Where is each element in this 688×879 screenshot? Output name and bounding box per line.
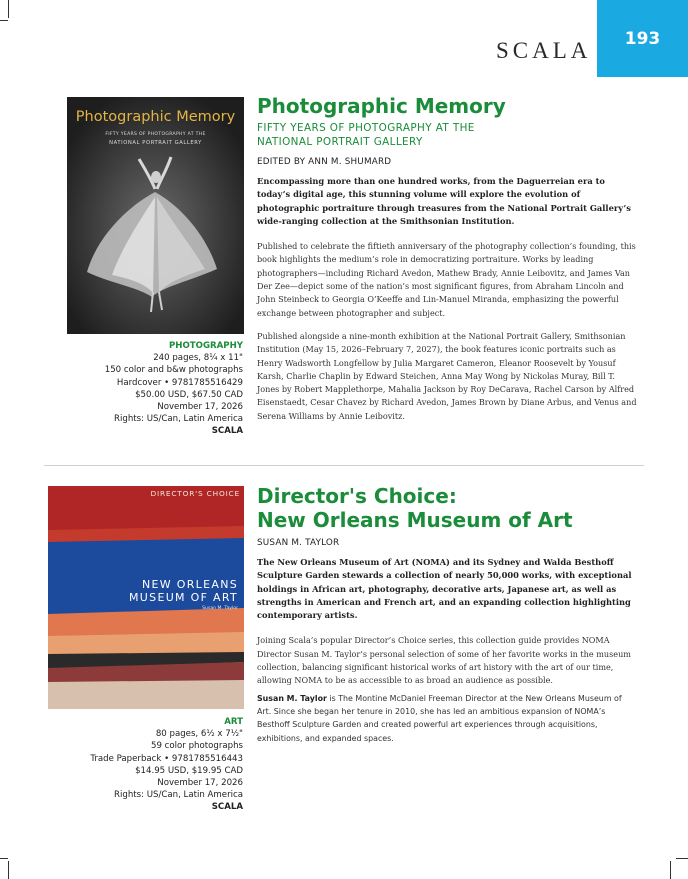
crop-mark [8, 861, 9, 879]
book-detail-line: November 17, 2026 [157, 778, 243, 789]
book-detail-line: Trade Paperback • 9781785516443 [90, 753, 243, 764]
book-lead: Encompassing more than one hundred works, from the Daguerreian era to today’s digital age, this stunning volume will explore the evolution of photographic portraiture through treasures from the National Portrait Gallery’s wide-ranging collection at the Smithsonian Institution. [257, 176, 631, 226]
book-author: EDITED BY ANN M. SHUMARD [257, 157, 392, 167]
book-detail-line: 240 pages, 8¼ x 11" [153, 353, 243, 364]
crop-mark [8, 0, 9, 18]
author-bio-text: is The Montine McDaniel Freeman Director at the New Orleans Museum of Art. Since she began her tenure in 2010, she has led an ambitious expansion of NOMA’s Besthoff Sculpture Garden and created powerful art experiences through acquisitions, exhibitions, and expanded spaces. [257, 693, 622, 743]
book-lead: The New Orleans Museum of Art (NOMA) and its Sydney and Walda Besthoff Sculpture Garden stewards a collection of nearly 50,000 works, with exceptional holdings in African art, photography, decorative arts, Japanese art, as well as strengths in American and French art, and an expanding collection highlighting contemporary artists. [257, 557, 632, 621]
book-detail-line: November 17, 2026 [157, 402, 243, 413]
book-paragraph: Published alongside a nine-month exhibition at the National Portrait Gallery, Smithsonian Institution (May 15, 2026–February 7, 2027), the book features iconic portraits such as Henry Wadsworth Longfellow by Julia Margaret Cameron, Eleanor Roosevelt by Yousuf Karsh, Charlie Chaplin by Edward Steichen, Anna May Wong by Nickolas Muray, Bill T. Jones by Robert Mapplethorpe, Mahalia Jackson by Roy DeCarava, Rachel Carson by Alfred Eisenstaedt, Cesar Chavez by Richard Avedon, James Brown by Diane Arbus, and Venus and Serena Williams by Annie Leibovitz. [257, 330, 637, 421]
book-detail-line: 80 pages, 6½ x 7½" [155, 729, 243, 740]
book-details [60, 716, 243, 814]
book-category: ART [224, 717, 243, 727]
crop-mark [670, 861, 671, 879]
book-cover-photographic-memory [67, 97, 244, 334]
book-detail-line: 59 color photographs [151, 741, 243, 752]
book-detail-line: 150 color and b&w photographs [104, 365, 243, 376]
book-subtitle [257, 121, 637, 149]
title-line: Director's Choice: [257, 484, 457, 508]
subtitle-line: FIFTY YEARS OF PHOTOGRAPHY AT THE [257, 122, 475, 134]
cover-title-line1: NEW ORLEANS [142, 578, 238, 591]
cover-banner: DIRECTOR'S CHOICE [150, 489, 240, 498]
book-description [257, 94, 637, 423]
crop-mark [0, 858, 8, 859]
book-title [257, 484, 637, 532]
cover-author: Susan M. Taylor [202, 606, 238, 611]
book-paragraph: Joining Scala’s popular Director’s Choice series, this collection guide provides NOMA Director Susan M. Taylor’s personal selection of some of her favorite works in the museum collection, balancing significant historical works of art history with the art of our time, allowing NOMA to be as accessible to as broad an audience as possible. [257, 635, 631, 686]
section-divider [44, 465, 644, 466]
cover-title-line2: MUSEUM OF ART [129, 591, 238, 604]
cover-institution: NATIONAL PORTRAIT GALLERY [109, 140, 202, 146]
book-detail-line: Rights: US/Can, Latin America [114, 414, 243, 425]
crop-mark [0, 20, 8, 21]
book-details [60, 340, 243, 438]
book-description [257, 484, 637, 745]
book-publisher: SCALA [211, 426, 243, 437]
book-detail-line: Rights: US/Can, Latin America [114, 790, 243, 801]
book-cover-new-orleans [48, 486, 244, 709]
author-bio [257, 692, 637, 745]
book-category: PHOTOGRAPHY [169, 341, 243, 351]
book-author: SUSAN M. TAYLOR [257, 538, 340, 548]
book-title: Photographic Memory [257, 94, 506, 118]
subtitle-line: NATIONAL PORTRAIT GALLERY [257, 136, 423, 148]
book-publisher: SCALA [211, 802, 243, 813]
book-detail-line: $14.95 USD, $19.95 CAD [135, 765, 243, 776]
book-paragraph: Published to celebrate the fiftieth anniversary of the photography collection’s founding, this book highlights the medium’s role in democratizing portraiture. Works by leading photographers—including Richard Avedon, Mathew Brady, Annie Leibovitz, and James Van Der Zee—depict some of the nation’s most significant figures, from Abraham Lincoln and John Steinbeck to Georgia O’Keeffe and Lin-Manuel Miranda, emphasizing the powerful exchange between photographer and subject. [257, 241, 636, 318]
crop-mark [676, 858, 688, 859]
title-line: New Orleans Museum of Art [257, 508, 573, 532]
book-detail-line: $50.00 USD, $67.50 CAD [135, 389, 243, 400]
author-bio-name: Susan M. Taylor [257, 693, 327, 703]
page-number: 193 [597, 0, 688, 77]
publisher-logo: SCALA [496, 38, 592, 63]
book-detail-line: Hardcover • 9781785516429 [116, 377, 243, 388]
cover-title: Photographic Memory [75, 109, 236, 125]
cover-subtitle: FIFTY YEARS OF PHOTOGRAPHY AT THE [105, 132, 206, 137]
